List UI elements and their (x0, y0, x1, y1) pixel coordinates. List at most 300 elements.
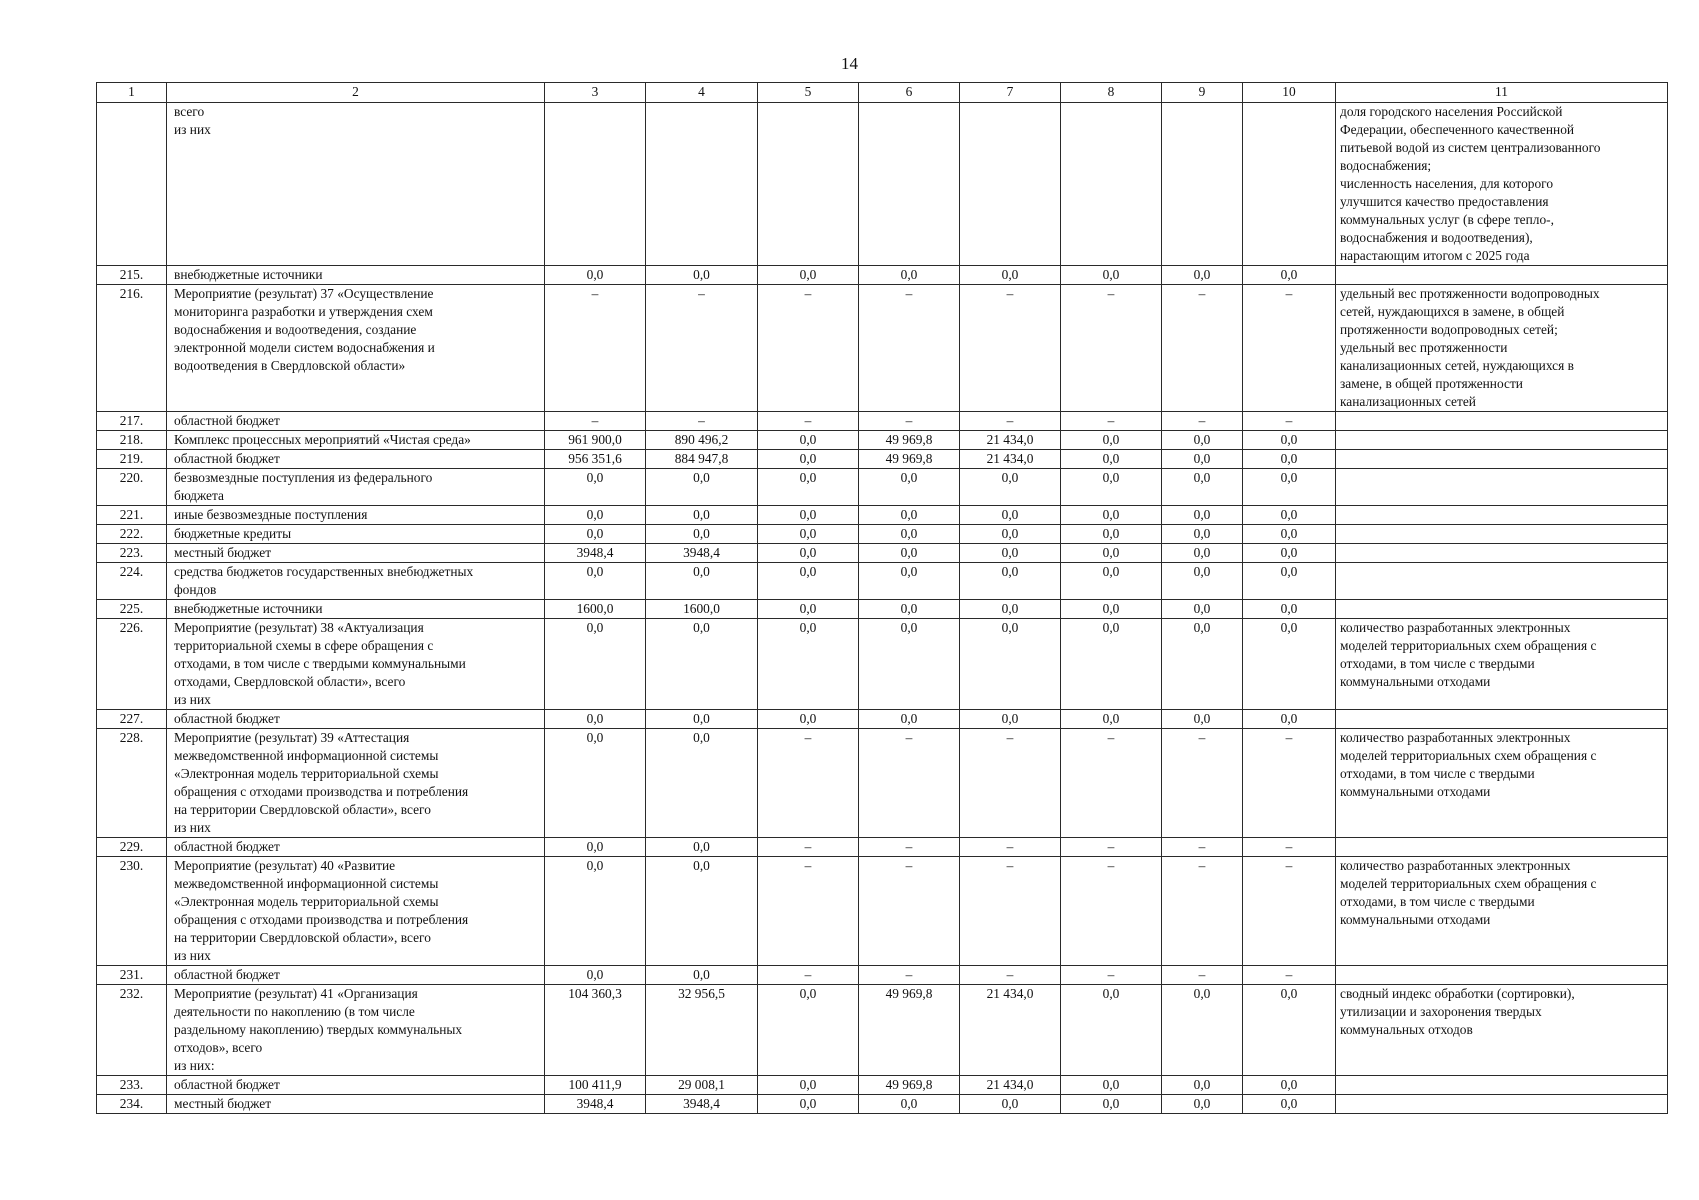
row-name-line: отходами, Свердловской области», всего (174, 674, 406, 689)
value-cell (646, 103, 758, 266)
value-cell: 0,0 (758, 266, 859, 285)
row-name (167, 857, 545, 966)
indicator-cell (1336, 266, 1668, 285)
value-cell: – (1162, 412, 1243, 431)
column-header: 9 (1162, 83, 1243, 103)
value-cell: 0,0 (646, 619, 758, 710)
row-number: 217. (97, 412, 167, 431)
row-name (167, 412, 545, 431)
value-cell: 0,0 (859, 563, 960, 600)
row-name-line: фондов (174, 582, 217, 597)
value-cell (1243, 103, 1336, 266)
row-name (167, 600, 545, 619)
value-cell: – (758, 729, 859, 838)
row-name (167, 619, 545, 710)
indicator-cell (1336, 506, 1668, 525)
value-cell: 0,0 (960, 1095, 1061, 1114)
value-cell: 0,0 (646, 857, 758, 966)
value-cell: – (758, 838, 859, 857)
row-name-line: местный бюджет (174, 1096, 272, 1111)
row-number: 229. (97, 838, 167, 857)
row-name-line: территориальной схемы в сфере обращения с (174, 638, 434, 653)
row-name-line: водоотведения в Свердловской области» (174, 358, 406, 373)
value-cell: – (1162, 729, 1243, 838)
value-cell: 0,0 (646, 838, 758, 857)
value-cell: 0,0 (1243, 525, 1336, 544)
value-cell: 0,0 (1162, 710, 1243, 729)
value-cell: – (758, 285, 859, 412)
row-name (167, 450, 545, 469)
row-name-line: областной бюджет (174, 1077, 280, 1092)
indicator-line: канализационных сетей, нуждающихся в (1340, 358, 1574, 373)
indicator-cell (1336, 600, 1668, 619)
row-name-line: «Электронная модель территориальной схемы (174, 894, 439, 909)
value-cell: 0,0 (646, 506, 758, 525)
value-cell: 0,0 (960, 506, 1061, 525)
row-name-line: бюджета (174, 488, 224, 503)
row-name (167, 1076, 545, 1095)
row-name (167, 563, 545, 600)
column-header: 6 (859, 83, 960, 103)
row-name-line: «Электронная модель территориальной схемы (174, 766, 439, 781)
value-cell: – (1061, 838, 1162, 857)
value-cell: 0,0 (1061, 1076, 1162, 1095)
table-row (97, 710, 1668, 729)
row-name (167, 1095, 545, 1114)
value-cell: 884 947,8 (646, 450, 758, 469)
table-row (97, 1095, 1668, 1114)
row-name-line: иные безвозмездные поступления (174, 507, 368, 522)
value-cell: 0,0 (1162, 469, 1243, 506)
value-cell: 0,0 (545, 966, 646, 985)
row-name-line: областной бюджет (174, 839, 280, 854)
value-cell: 0,0 (646, 266, 758, 285)
indicator-line: замене, в общей протяженности (1340, 376, 1523, 391)
indicator-cell (1336, 985, 1668, 1076)
value-cell: 0,0 (758, 506, 859, 525)
row-name (167, 544, 545, 563)
value-cell: – (1243, 966, 1336, 985)
value-cell: – (545, 412, 646, 431)
value-cell: 0,0 (545, 619, 646, 710)
row-name (167, 285, 545, 412)
indicator-cell (1336, 469, 1668, 506)
value-cell: 0,0 (1162, 1076, 1243, 1095)
value-cell: 0,0 (1061, 469, 1162, 506)
row-name-line: областной бюджет (174, 967, 280, 982)
value-cell: – (859, 729, 960, 838)
value-cell: 0,0 (1162, 544, 1243, 563)
value-cell: 0,0 (758, 525, 859, 544)
row-name (167, 966, 545, 985)
value-cell: 100 411,9 (545, 1076, 646, 1095)
row-number: 224. (97, 563, 167, 600)
value-cell: 0,0 (545, 838, 646, 857)
value-cell: 0,0 (646, 525, 758, 544)
row-number: 228. (97, 729, 167, 838)
row-number: 231. (97, 966, 167, 985)
value-cell: 21 434,0 (960, 985, 1061, 1076)
value-cell (960, 103, 1061, 266)
value-cell: – (859, 857, 960, 966)
value-cell: 3948,4 (545, 1095, 646, 1114)
row-name-line: обращения с отходами производства и потребления (174, 912, 469, 927)
indicator-line: Федерации, обеспеченного качественной (1340, 122, 1575, 137)
column-header: 4 (646, 83, 758, 103)
column-header: 3 (545, 83, 646, 103)
value-cell: – (646, 412, 758, 431)
indicator-line: количество разработанных электронных (1340, 858, 1571, 873)
value-cell: 0,0 (1243, 619, 1336, 710)
row-number: 219. (97, 450, 167, 469)
row-name-line: из них (174, 122, 211, 137)
row-name-line: внебюджетные источники (174, 601, 323, 616)
value-cell: 0,0 (758, 563, 859, 600)
row-name-line: мониторинга разработки и утверждения схем (174, 304, 433, 319)
row-name (167, 729, 545, 838)
row-name-line: электронной модели систем водоснабжения и (174, 340, 435, 355)
indicator-line: доля городского населения Российской (1340, 104, 1563, 119)
value-cell: – (1061, 857, 1162, 966)
value-cell: 0,0 (545, 506, 646, 525)
row-name (167, 506, 545, 525)
row-name-line: Мероприятие (результат) 38 «Актуализация (174, 620, 424, 635)
value-cell: 0,0 (1162, 1095, 1243, 1114)
indicator-cell (1336, 285, 1668, 412)
value-cell: 0,0 (758, 1095, 859, 1114)
value-cell: 0,0 (1162, 506, 1243, 525)
indicator-cell (1336, 729, 1668, 838)
value-cell: – (1061, 412, 1162, 431)
row-name-line: внебюджетные источники (174, 267, 323, 282)
value-cell: 0,0 (1061, 985, 1162, 1076)
value-cell: 0,0 (758, 1076, 859, 1095)
value-cell: 21 434,0 (960, 431, 1061, 450)
indicator-cell (1336, 710, 1668, 729)
row-name-line: Мероприятие (результат) 39 «Аттестация (174, 730, 410, 745)
value-cell: 0,0 (1061, 525, 1162, 544)
indicator-line: коммунальных услуг (в сфере тепло-, (1340, 212, 1554, 227)
indicator-line: коммунальными отходами (1340, 674, 1491, 689)
table-row (97, 985, 1668, 1076)
column-header: 2 (167, 83, 545, 103)
value-cell: 0,0 (758, 431, 859, 450)
indicator-cell (1336, 1076, 1668, 1095)
value-cell: – (859, 412, 960, 431)
row-name-line: из них: (174, 1058, 215, 1073)
indicator-line: канализационных сетей (1340, 394, 1476, 409)
table-row (97, 544, 1668, 563)
indicator-line: отходами, в том числе с твердыми (1340, 894, 1535, 909)
value-cell: – (960, 412, 1061, 431)
row-name-line: из них (174, 692, 211, 707)
value-cell: 0,0 (859, 506, 960, 525)
value-cell: 0,0 (646, 966, 758, 985)
value-cell: – (1243, 285, 1336, 412)
value-cell: 961 900,0 (545, 431, 646, 450)
table-row (97, 857, 1668, 966)
table-row (97, 619, 1668, 710)
row-name-line: из них (174, 820, 211, 835)
value-cell: 0,0 (960, 525, 1061, 544)
value-cell: 0,0 (859, 469, 960, 506)
value-cell: 0,0 (859, 525, 960, 544)
value-cell: 0,0 (1061, 600, 1162, 619)
value-cell: – (1061, 285, 1162, 412)
row-name-line: областной бюджет (174, 451, 280, 466)
table-row (97, 103, 1668, 266)
value-cell: 29 008,1 (646, 1076, 758, 1095)
indicator-cell (1336, 838, 1668, 857)
table-row (97, 285, 1668, 412)
value-cell: 0,0 (1162, 563, 1243, 600)
value-cell: 0,0 (960, 469, 1061, 506)
value-cell: 0,0 (1243, 600, 1336, 619)
table-row (97, 469, 1668, 506)
value-cell (758, 103, 859, 266)
row-name-line: деятельности по накоплению (в том числе (174, 1004, 415, 1019)
row-number: 226. (97, 619, 167, 710)
value-cell: 0,0 (1243, 1076, 1336, 1095)
value-cell: – (646, 285, 758, 412)
table-row (97, 729, 1668, 838)
table-row (97, 966, 1668, 985)
indicator-cell (1336, 544, 1668, 563)
value-cell: 0,0 (960, 710, 1061, 729)
indicator-line: улучшится качество предоставления (1340, 194, 1549, 209)
value-cell: 0,0 (1243, 563, 1336, 600)
value-cell: 0,0 (859, 619, 960, 710)
value-cell: 49 969,8 (859, 450, 960, 469)
value-cell: 0,0 (960, 266, 1061, 285)
indicator-cell (1336, 857, 1668, 966)
value-cell: 0,0 (758, 469, 859, 506)
value-cell: – (758, 966, 859, 985)
value-cell: 0,0 (545, 563, 646, 600)
value-cell: 0,0 (1061, 266, 1162, 285)
row-name-line: местный бюджет (174, 545, 272, 560)
row-name (167, 985, 545, 1076)
value-cell: 0,0 (1061, 563, 1162, 600)
value-cell (1162, 103, 1243, 266)
value-cell: – (960, 966, 1061, 985)
value-cell: 0,0 (1162, 266, 1243, 285)
value-cell: 0,0 (545, 729, 646, 838)
value-cell: – (859, 966, 960, 985)
indicator-line: численность населения, для которого (1340, 176, 1554, 191)
value-cell: – (960, 729, 1061, 838)
value-cell: 0,0 (646, 729, 758, 838)
indicator-cell (1336, 619, 1668, 710)
indicator-line: нарастающим итогом с 2025 года (1340, 248, 1530, 263)
value-cell: – (960, 285, 1061, 412)
indicator-cell (1336, 563, 1668, 600)
indicator-cell (1336, 966, 1668, 985)
value-cell: 0,0 (1243, 431, 1336, 450)
value-cell: 3948,4 (646, 544, 758, 563)
value-cell: 0,0 (758, 600, 859, 619)
value-cell: 890 496,2 (646, 431, 758, 450)
indicator-line: моделей территориальных схем обращения с (1340, 876, 1597, 891)
value-cell: – (1061, 966, 1162, 985)
indicator-cell (1336, 103, 1668, 266)
row-name-line: бюджетные кредиты (174, 526, 292, 541)
row-name (167, 525, 545, 544)
header-row (97, 83, 1668, 103)
value-cell: 0,0 (1243, 710, 1336, 729)
row-name (167, 838, 545, 857)
value-cell: 3948,4 (545, 544, 646, 563)
row-name-line: обращения с отходами производства и потребления (174, 784, 469, 799)
value-cell: 0,0 (545, 469, 646, 506)
indicator-cell (1336, 412, 1668, 431)
value-cell: 0,0 (545, 857, 646, 966)
value-cell: 0,0 (1243, 450, 1336, 469)
table-row (97, 600, 1668, 619)
value-cell (545, 103, 646, 266)
indicator-line: коммунальными отходами (1340, 784, 1491, 799)
value-cell: 0,0 (646, 563, 758, 600)
column-header: 11 (1336, 83, 1668, 103)
row-name-line: отходов», всего (174, 1040, 263, 1055)
row-number (97, 103, 167, 266)
table-row (97, 506, 1668, 525)
row-number: 227. (97, 710, 167, 729)
value-cell: 0,0 (758, 544, 859, 563)
table-row (97, 838, 1668, 857)
row-number: 216. (97, 285, 167, 412)
value-cell: 0,0 (859, 710, 960, 729)
value-cell: 0,0 (859, 544, 960, 563)
indicator-line: моделей территориальных схем обращения с (1340, 638, 1597, 653)
budget-table (96, 82, 1668, 1114)
indicator-line: протяженности водопроводных сетей; (1340, 322, 1558, 337)
value-cell: 49 969,8 (859, 985, 960, 1076)
value-cell: 0,0 (758, 450, 859, 469)
value-cell: – (859, 838, 960, 857)
row-name-line: из них (174, 948, 211, 963)
value-cell: 0,0 (1243, 1095, 1336, 1114)
value-cell: 0,0 (646, 469, 758, 506)
row-name-line: средства бюджетов государственных внебюджетных (174, 564, 474, 579)
row-name (167, 103, 545, 266)
row-number: 234. (97, 1095, 167, 1114)
row-name-line: на территории Свердловской области», всего (174, 802, 431, 817)
value-cell: 0,0 (758, 710, 859, 729)
value-cell: – (1162, 285, 1243, 412)
value-cell (1061, 103, 1162, 266)
value-cell: 0,0 (758, 985, 859, 1076)
indicator-line: водоснабжения и водоотведения), (1340, 230, 1533, 245)
value-cell: 104 360,3 (545, 985, 646, 1076)
value-cell: 0,0 (1243, 544, 1336, 563)
column-header: 1 (97, 83, 167, 103)
row-number: 223. (97, 544, 167, 563)
value-cell: 0,0 (859, 600, 960, 619)
row-number: 225. (97, 600, 167, 619)
value-cell: – (1243, 412, 1336, 431)
row-name (167, 266, 545, 285)
row-name-line: Мероприятие (результат) 37 «Осуществление (174, 286, 434, 301)
value-cell: 0,0 (1162, 525, 1243, 544)
indicator-line: отходами, в том числе с твердыми (1340, 656, 1535, 671)
value-cell: 0,0 (1162, 619, 1243, 710)
value-cell: – (960, 838, 1061, 857)
indicator-cell (1336, 431, 1668, 450)
column-header: 8 (1061, 83, 1162, 103)
row-name-line: Мероприятие (результат) 40 «Развитие (174, 858, 396, 873)
value-cell: – (1243, 729, 1336, 838)
indicator-line: отходами, в том числе с твердыми (1340, 766, 1535, 781)
indicator-line: количество разработанных электронных (1340, 730, 1571, 745)
value-cell: 0,0 (545, 525, 646, 544)
table-row (97, 431, 1668, 450)
value-cell: 0,0 (960, 544, 1061, 563)
value-cell: 0,0 (1061, 544, 1162, 563)
value-cell: – (758, 412, 859, 431)
indicator-line: количество разработанных электронных (1340, 620, 1571, 635)
indicator-line: удельный вес протяженности водопроводных (1340, 286, 1600, 301)
value-cell: 3948,4 (646, 1095, 758, 1114)
row-name (167, 710, 545, 729)
value-cell: 0,0 (1243, 266, 1336, 285)
value-cell: 0,0 (1162, 600, 1243, 619)
value-cell: 0,0 (646, 710, 758, 729)
value-cell: 0,0 (859, 1095, 960, 1114)
column-header: 5 (758, 83, 859, 103)
value-cell: 0,0 (1061, 450, 1162, 469)
table-row (97, 266, 1668, 285)
value-cell: 0,0 (1061, 710, 1162, 729)
row-number: 218. (97, 431, 167, 450)
page-number: 14 (841, 54, 858, 73)
row-number: 221. (97, 506, 167, 525)
value-cell: 21 434,0 (960, 1076, 1061, 1095)
row-name (167, 431, 545, 450)
value-cell: 0,0 (1243, 985, 1336, 1076)
table-row (97, 1076, 1668, 1095)
value-cell: 49 969,8 (859, 1076, 960, 1095)
indicator-cell (1336, 1095, 1668, 1114)
column-header: 7 (960, 83, 1061, 103)
row-name-line: Комплекс процессных мероприятий «Чистая среда» (174, 432, 471, 447)
indicator-line: коммунальными отходами (1340, 912, 1491, 927)
indicator-line: сетей, нуждающихся в замене, в общей (1340, 304, 1565, 319)
value-cell: – (1243, 857, 1336, 966)
row-name-line: областной бюджет (174, 711, 280, 726)
indicator-line: утилизации и захоронения твердых (1340, 1004, 1542, 1019)
column-header: 10 (1243, 83, 1336, 103)
value-cell: 1600,0 (646, 600, 758, 619)
indicator-line: водоснабжения; (1340, 158, 1432, 173)
value-cell (859, 103, 960, 266)
row-name (167, 469, 545, 506)
value-cell: 1600,0 (545, 600, 646, 619)
row-name-line: водоснабжения и водоотведения, создание (174, 322, 417, 337)
table-row (97, 563, 1668, 600)
indicator-line: коммунальных отходов (1340, 1022, 1473, 1037)
value-cell: 0,0 (1061, 506, 1162, 525)
row-name-line: Мероприятие (результат) 41 «Организация (174, 986, 418, 1001)
indicator-line: удельный вес протяженности (1340, 340, 1508, 355)
value-cell: 0,0 (1243, 469, 1336, 506)
table-row (97, 450, 1668, 469)
value-cell: 0,0 (1162, 985, 1243, 1076)
row-name-line: раздельному накоплению) твердых коммунальных (174, 1022, 463, 1037)
table-body (97, 103, 1668, 1114)
value-cell: 0,0 (859, 266, 960, 285)
row-name-line: межведомственной информационной системы (174, 748, 439, 763)
